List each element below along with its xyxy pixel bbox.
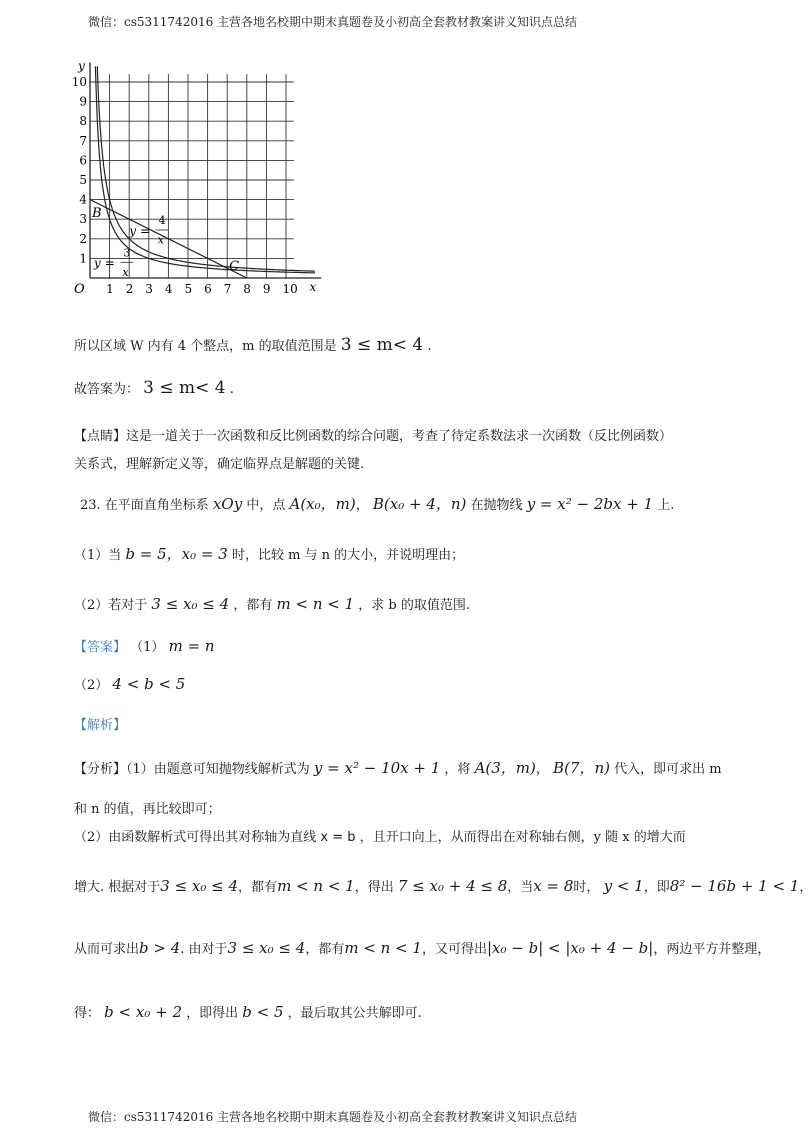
curve-label-4-num: 4 bbox=[158, 214, 166, 228]
x-tick-label: 1 bbox=[106, 282, 114, 296]
f5-e: ，两边平方并整理， bbox=[653, 942, 771, 957]
f5-b: . 由对于 bbox=[180, 942, 228, 957]
q23-equation: y = x² − 2bx + 1 bbox=[526, 495, 654, 513]
f5-a: 从而可求出 bbox=[74, 942, 140, 957]
f4-b: ，都有 bbox=[238, 880, 278, 895]
x-tick-label: 4 bbox=[164, 282, 173, 296]
page-footer: 微信：cs5311742016 主营各地名校期中期末真题卷及小初高全套教材教案讲义知识点总结 bbox=[88, 1110, 578, 1124]
text-line-2 bbox=[74, 378, 234, 400]
curve-y-3-over-x bbox=[95, 66, 315, 273]
curve-label-3-num: 3 bbox=[123, 246, 131, 260]
question-23 bbox=[80, 494, 674, 516]
curve-label-3-eq: = bbox=[104, 256, 115, 271]
l2-text: 故答案为： bbox=[74, 382, 140, 397]
answer-tag: 【答案】 bbox=[74, 640, 127, 655]
analysis-line-6 bbox=[74, 1002, 422, 1024]
ans2-a: （2） bbox=[74, 678, 109, 693]
x-tick-label: 5 bbox=[184, 282, 193, 296]
text-line-3: 【点睛】这是一道关于一次函数和反比例函数的综合问题，考查了待定系数法求一次函数（反比例函数） bbox=[74, 429, 673, 444]
f3-math: x = b bbox=[320, 830, 356, 845]
f4-a: 增大. 根据对于 bbox=[74, 880, 161, 895]
x-axis-label: x bbox=[309, 280, 317, 294]
y-tick-label: 5 bbox=[79, 173, 87, 187]
f1-c: 代入，即可求出 m bbox=[614, 762, 722, 777]
q2-a: （2）若对于 bbox=[74, 598, 148, 613]
analysis-line-4 bbox=[74, 876, 812, 898]
l1-end: . bbox=[427, 339, 432, 354]
f4-e: 时， bbox=[573, 880, 600, 895]
x-tick-label: 3 bbox=[145, 282, 153, 296]
analysis-line-5 bbox=[74, 938, 770, 960]
y-tick-label: 3 bbox=[79, 212, 87, 227]
f1-eq: y = x² − 10x + 1 bbox=[313, 759, 441, 777]
q1-a: （1）当 bbox=[74, 548, 122, 563]
q2-b: ，都有 bbox=[233, 598, 273, 613]
curve-label-4-eq: = bbox=[139, 223, 151, 238]
answer-line-2 bbox=[74, 674, 185, 696]
f4-d: ，当 bbox=[507, 880, 534, 895]
f5-c: ，都有 bbox=[305, 942, 345, 957]
point-b-label: B bbox=[91, 206, 102, 222]
curve-label-3 bbox=[93, 246, 133, 279]
x-tick-label: 7 bbox=[223, 282, 232, 296]
q2-math1: 3 ≤ x₀ ≤ 4 bbox=[151, 595, 230, 613]
y-tick-label: 9 bbox=[79, 94, 87, 109]
x-tick-label: 2 bbox=[125, 282, 134, 296]
f1-b: ，将 bbox=[444, 762, 471, 777]
x-tick-labels bbox=[106, 282, 298, 296]
f6-c: ，最后取其公共解即可. bbox=[287, 1006, 422, 1021]
origin-label: O bbox=[74, 282, 85, 297]
q2-c: ，求 b 的取值范围. bbox=[358, 598, 471, 613]
analysis-line-1 bbox=[74, 758, 722, 780]
f1-sep: ， bbox=[535, 762, 549, 777]
question-23-part-2 bbox=[74, 594, 470, 616]
f4-m4: x = 8 bbox=[533, 877, 574, 895]
q23-point-b: B(x₀ + 4，n) bbox=[372, 495, 467, 513]
analysis-line-3 bbox=[74, 828, 686, 848]
q23-sep: ， bbox=[355, 498, 369, 513]
q1-math: b = 5，x₀ = 3 bbox=[125, 545, 228, 563]
f4-m3: 7 ≤ x₀ + 4 ≤ 8 bbox=[397, 877, 508, 895]
text-line-4: 关系式，理解新定义等，确定临界点是解题的关键. bbox=[74, 457, 365, 472]
analysis-line-2: 和 n 的值，再比较即可； bbox=[74, 802, 221, 817]
f5-d: ，又可得出 bbox=[421, 942, 487, 957]
y-tick-label: 2 bbox=[79, 231, 87, 246]
q23-xoy: xOy bbox=[212, 495, 243, 513]
q1-b: 时，比较 m 与 n 的大小，并说明理由； bbox=[231, 548, 465, 563]
f4-m1: 3 ≤ x₀ ≤ 4 bbox=[160, 877, 239, 895]
f5-m1: b > 4 bbox=[139, 939, 181, 957]
y-tick-label: 1 bbox=[79, 251, 87, 266]
curve-label-3-den: x bbox=[122, 266, 129, 280]
y-tick-label: 6 bbox=[79, 153, 87, 168]
f6-m2: b < 5 bbox=[242, 1003, 284, 1021]
ans1-math: m = n bbox=[168, 637, 215, 655]
x-tick-label: 8 bbox=[243, 282, 251, 296]
q23-c: 在抛物线 bbox=[470, 498, 523, 513]
l2-math: 3 ≤ m< 4 bbox=[143, 378, 226, 398]
f1-point-a: A(3，m) bbox=[474, 759, 536, 777]
question-23-part-1 bbox=[74, 544, 464, 566]
ans1-a: （1） bbox=[130, 640, 165, 655]
f6-a: 得： bbox=[74, 1006, 101, 1021]
f6-b: ，即得出 bbox=[186, 1006, 239, 1021]
ans2-math: 4 < b < 5 bbox=[112, 675, 186, 693]
function-graph bbox=[72, 56, 322, 296]
f4-m5: y < 1 bbox=[603, 877, 644, 895]
f4-m2: m < n < 1 bbox=[277, 877, 355, 895]
text-line-1 bbox=[74, 335, 432, 357]
f3-a: （2）由函数解析式可得出其对称轴为直线 bbox=[74, 830, 317, 845]
x-tick-label: 6 bbox=[204, 282, 212, 296]
l2-end: . bbox=[229, 382, 234, 397]
f5-m3: m < n < 1 bbox=[344, 939, 422, 957]
f5-m4: |x₀ − b| < |x₀ + 4 − b| bbox=[486, 939, 654, 957]
analysis-tag: 【解析】 bbox=[74, 718, 127, 733]
f1-point-b: B(7，n) bbox=[553, 759, 610, 777]
x-tick-label: 10 bbox=[282, 282, 298, 296]
x-tick-label: 9 bbox=[262, 282, 271, 296]
q23-d: 上. bbox=[657, 498, 675, 513]
curve-label-3-y: y bbox=[93, 256, 101, 271]
y-tick-labels bbox=[72, 75, 88, 265]
q23-point-a: A(x₀，m) bbox=[289, 495, 356, 513]
f1-a: 【分析】（1）由题意可知抛物线解析式为 bbox=[74, 762, 310, 777]
f4-c: ，得出 bbox=[354, 880, 394, 895]
page-header: 微信：cs5311742016 主营各地名校期中期末真题卷及小初高全套教材教案讲义知识点总结 bbox=[88, 15, 578, 29]
y-tick-label: 4 bbox=[79, 192, 87, 207]
answer-line-1 bbox=[74, 636, 215, 658]
y-tick-label: 8 bbox=[79, 114, 87, 129]
q23-b: 中，点 bbox=[246, 498, 286, 513]
y-tick-label: 10 bbox=[71, 75, 87, 89]
l1-math: 3 ≤ m< 4 bbox=[340, 335, 424, 355]
q2-math2: m < n < 1 bbox=[276, 595, 355, 613]
q23-a: 23. 在平面直角坐标系 bbox=[80, 498, 209, 513]
curve-label-4-y: y bbox=[129, 223, 136, 238]
f4-g: ， bbox=[799, 880, 812, 895]
y-tick-label: 7 bbox=[79, 133, 87, 148]
f4-f: ，即 bbox=[643, 880, 670, 895]
y-axis-label: y bbox=[78, 59, 85, 74]
f5-m2: 3 ≤ x₀ ≤ 4 bbox=[227, 939, 306, 957]
curve-label-4-den: x bbox=[157, 233, 164, 247]
f4-m6: 8² − 16b + 1 < 1 bbox=[669, 877, 800, 895]
grid bbox=[90, 74, 294, 278]
l1-text: 所以区域 W 内有 4 个整点，m 的取值范围是 bbox=[74, 339, 337, 354]
f6-m1: b < x₀ + 2 bbox=[104, 1003, 182, 1021]
f3-b: ，且开口向上，从而得出在对称轴右侧，y 随 x 的增大而 bbox=[359, 830, 686, 845]
curve-y-4-over-x bbox=[97, 66, 314, 271]
point-c-label: C bbox=[229, 258, 240, 274]
